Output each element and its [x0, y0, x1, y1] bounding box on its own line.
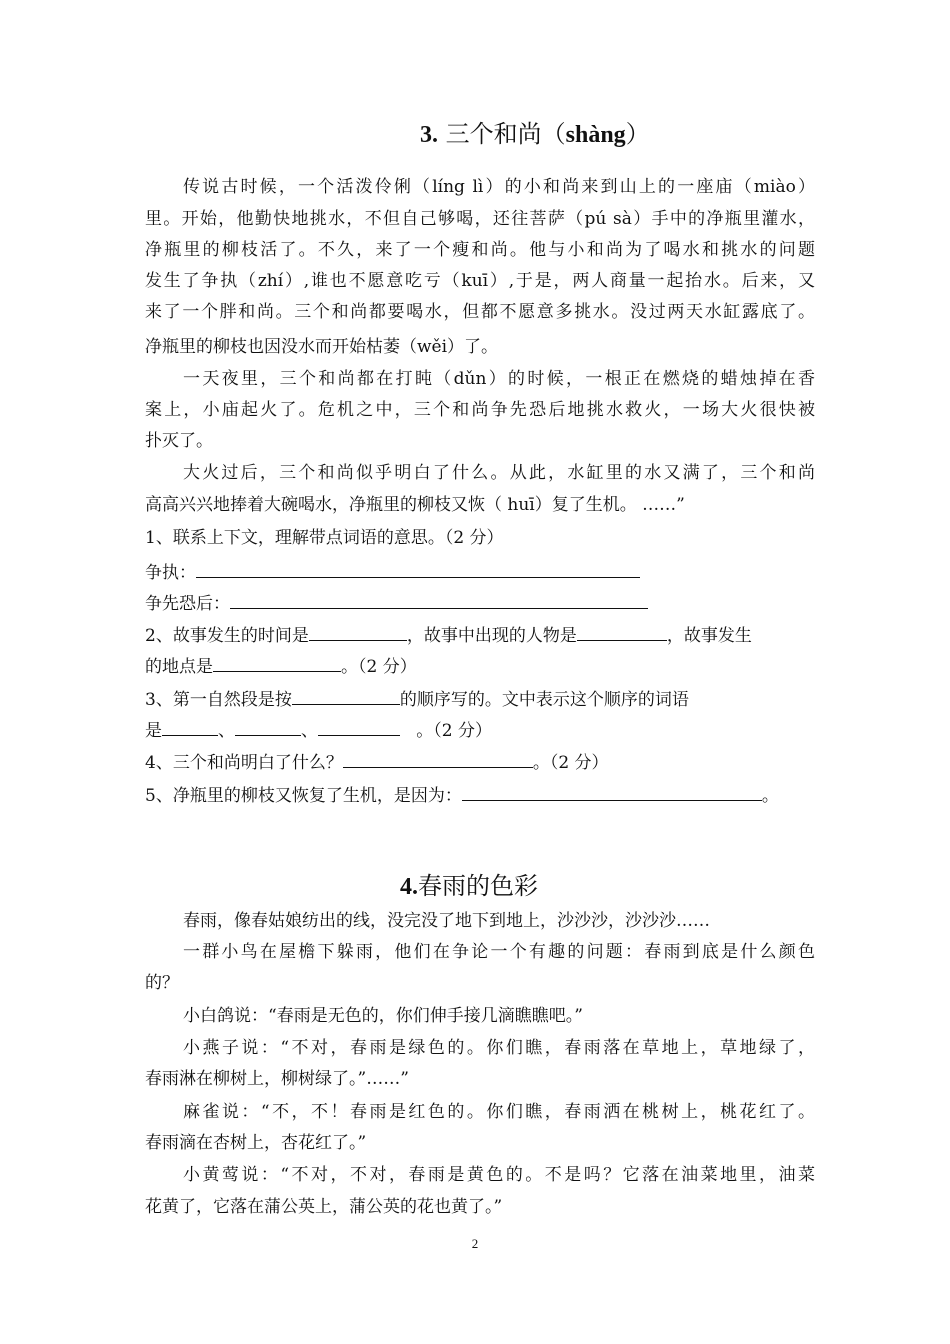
question-4 — [145, 751, 815, 773]
page-number: 2 — [471, 1236, 479, 1251]
title-text: 春雨的色彩 — [418, 872, 538, 900]
question-text: 的顺序写的。文中表示这个顺序的词语 — [399, 690, 689, 710]
answer-blank[interactable] — [462, 784, 762, 801]
paragraph-line: 的？ — [145, 973, 179, 993]
title-text: 三个和尚（ — [445, 120, 566, 148]
paragraph-line: 案上，小庙起火了。危机之中，三个和尚争先恐后地挑水救火，一场大火很快被 — [145, 400, 815, 420]
answer-blank[interactable] — [577, 624, 667, 641]
answer-blank[interactable] — [292, 688, 400, 705]
paragraph-line: 春雨滴在杏树上，杏花红了。” — [145, 1133, 367, 1153]
paragraph-line: 里。开始，他勤快地挑水，不但自己够喝，还往菩萨（pú sà）手中的净瓶里灌水， — [145, 209, 815, 229]
paragraph-line: 小黄莺说：“不对，不对，春雨是黄色的。不是吗？它落在油菜地里，油菜 — [183, 1165, 815, 1185]
answer-blank[interactable] — [196, 561, 640, 578]
paragraph-line: 净瓶里的柳枝活了。不久，来了一个瘦和尚。他与小和尚为了喝水和挑水的问题 — [145, 240, 815, 260]
paragraph-line: 扑灭了。 — [145, 431, 213, 451]
paragraph-line: 小白鸽说：“春雨是无色的，你们伸手接几滴瞧瞧吧。” — [183, 1006, 583, 1026]
question-3-line-1 — [145, 688, 815, 710]
paragraph-line: 花黄了，它落在蒲公英上，蒲公英的花也黄了。” — [145, 1197, 503, 1217]
question-text: 5、净瓶里的柳枝又恢复了生机，是因为： — [145, 786, 462, 806]
paragraph-line: 来了一个胖和尚。三个和尚都要喝水，但都不愿意多挑水。没过两天水缸露底了。 — [145, 302, 815, 322]
question-text: 。（2 分） — [532, 753, 609, 773]
term-label: 争执： — [145, 563, 196, 583]
question-2-line-1 — [145, 624, 815, 646]
separator: 、 — [218, 721, 235, 741]
answer-blank[interactable] — [235, 719, 301, 736]
question-text: 3、第一自然段是按 — [145, 690, 292, 710]
section-3-title — [420, 114, 650, 149]
question-text: 。 — [761, 786, 779, 806]
paragraph-line: 麻雀说：“不，不！春雨是红色的。你们瞧，春雨洒在桃树上，桃花红了。 — [183, 1102, 815, 1122]
question-text: ，故事发生 — [666, 626, 752, 646]
term-label: 争先恐后： — [145, 594, 230, 614]
paragraph-line: 高高兴兴地捧着大碗喝水，净瓶里的柳枝又恢（ huī）复了生机。 ……” — [145, 495, 685, 515]
question-text: 的地点是 — [145, 657, 213, 677]
question-3-line-2 — [145, 719, 815, 741]
answer-blank[interactable] — [318, 719, 400, 736]
paragraph-line: 小燕子说：“不对，春雨是绿色的。你们瞧，春雨落在草地上，草地绿了， — [183, 1038, 815, 1058]
question-1: 1、联系上下文，理解带点词语的意思。（2 分） — [145, 528, 504, 548]
paragraph-line: 一群小鸟在屋檐下躲雨，他们在争论一个有趣的问题：春雨到底是什么颜色 — [183, 942, 815, 962]
title-number: 3. — [420, 122, 438, 148]
paragraph-line: 传说古时候，一个活泼伶俐（líng lì）的小和尚来到山上的一座庙（miào） — [183, 177, 815, 197]
answer-blank[interactable] — [309, 624, 407, 641]
paragraph-line: 大火过后，三个和尚似乎明白了什么。从此，水缸里的水又满了，三个和尚 — [183, 463, 815, 483]
question-2-line-2 — [145, 655, 815, 677]
question-text: 。（2 分） — [416, 721, 492, 741]
question-1a — [145, 561, 815, 583]
question-text: 4、三个和尚明白了什么？ — [145, 753, 343, 773]
title-close: ） — [625, 120, 650, 148]
answer-blank[interactable] — [343, 751, 533, 768]
question-text: 。（2 分） — [341, 657, 417, 677]
title-number: 4. — [400, 874, 418, 900]
question-text: 2、故事发生的时间是 — [145, 626, 309, 646]
question-text: 是 — [145, 721, 162, 741]
answer-blank[interactable] — [230, 592, 648, 609]
answer-blank[interactable] — [162, 719, 218, 736]
paragraph-line: 春雨淋在柳树上，柳树绿了。”……” — [145, 1069, 409, 1089]
question-text: ，故事中出现的人物是 — [406, 626, 577, 646]
question-5 — [145, 784, 815, 806]
title-pinyin: shàng — [565, 122, 626, 148]
paragraph-line: 发生了争执（zhí）,谁也不愿意吃亏（kuī）,于是，两人商量一起抬水。后来，又 — [145, 271, 815, 291]
paragraph-line: 净瓶里的柳枝也因没水而开始枯萎（wěi）了。 — [145, 337, 499, 357]
paragraph-line: 一天夜里，三个和尚都在打盹（dǔn）的时候，一根正在燃烧的蜡烛掉在香 — [183, 369, 815, 389]
separator: 、 — [301, 721, 318, 741]
paragraph-line: 春雨，像春姑娘纺出的线，没完没了地下到地上，沙沙沙，沙沙沙…… — [183, 911, 710, 931]
question-1b — [145, 592, 815, 614]
section-4-title — [400, 866, 538, 901]
answer-blank[interactable] — [213, 655, 341, 672]
